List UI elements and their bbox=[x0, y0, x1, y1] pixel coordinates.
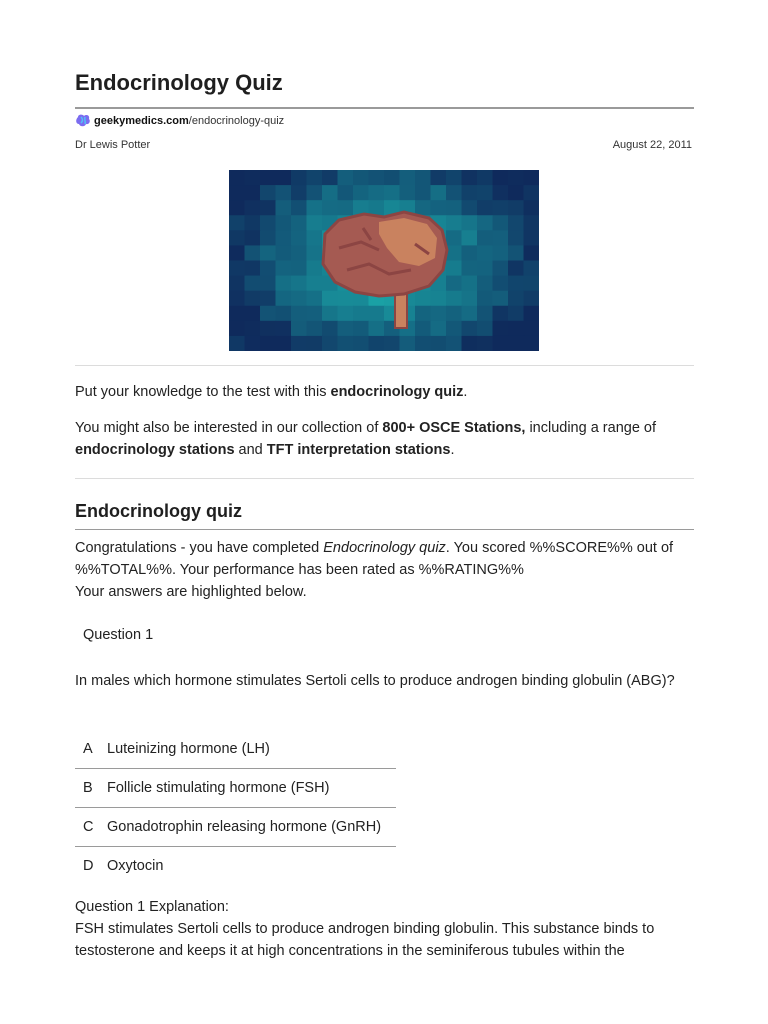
intro-paragraph-1 bbox=[75, 381, 694, 403]
question-label: Question 1 bbox=[83, 627, 154, 643]
hero-image bbox=[229, 170, 539, 351]
page-title: Endocrinology Quiz bbox=[75, 70, 283, 95]
intro-bold: endocrinology quiz bbox=[330, 384, 464, 400]
publish-date: August 22, 2011 bbox=[612, 139, 692, 151]
answer-option-b[interactable] bbox=[75, 769, 396, 808]
question-explanation bbox=[75, 896, 694, 962]
option-letter: D bbox=[83, 858, 94, 874]
pixel-brain-illustration bbox=[229, 170, 539, 351]
divider bbox=[75, 478, 694, 479]
question-text: In males which hormone stimulates Sertoli cells to produce androgen binding globulin (ABG)? bbox=[75, 673, 675, 689]
option-letter: A bbox=[83, 741, 93, 757]
divider bbox=[75, 365, 694, 366]
option-text: Follicle stimulating hormone (FSH) bbox=[107, 780, 330, 796]
intro-paragraph-2 bbox=[75, 417, 694, 461]
tft-stations-link[interactable]: TFT interpretation stations bbox=[266, 442, 451, 458]
source-link[interactable] bbox=[75, 114, 284, 128]
option-letter: C bbox=[83, 819, 94, 835]
answer-option-c[interactable] bbox=[75, 808, 396, 847]
result-text: . You scored %%SCORE%% out of %%TOTAL%%. Your performance has been rated as %%RATING%% bbox=[75, 540, 674, 578]
intro-text: You might also be interested in our collection of bbox=[75, 420, 383, 436]
answer-option-a[interactable] bbox=[75, 730, 396, 769]
author: Dr Lewis Potter bbox=[75, 139, 151, 151]
option-letter: B bbox=[83, 780, 93, 796]
option-text: Oxytocin bbox=[107, 858, 164, 874]
explanation-text: FSH stimulates Sertoli cells to produce androgen binding globulin. This substance binds to testosterone and keeps it at high concentrations in the seminiferous tubules within the bbox=[75, 921, 655, 959]
osce-stations-link[interactable]: 800+ OSCE Stations, bbox=[382, 420, 526, 436]
endocrinology-stations-link[interactable]: endocrinology stations bbox=[75, 442, 235, 458]
result-text: Congratulations - you have completed bbox=[75, 540, 324, 556]
source-path: /endocrinology-quiz bbox=[188, 115, 285, 127]
intro-text: . bbox=[450, 442, 455, 458]
option-text: Gonadotrophin releasing hormone (GnRH) bbox=[107, 819, 382, 835]
result-quiz-name: Endocrinology quiz bbox=[323, 540, 446, 556]
intro-text: Put your knowledge to the test with this bbox=[75, 384, 331, 400]
quiz-heading-divider bbox=[75, 529, 694, 530]
quiz-heading: Endocrinology quiz bbox=[75, 501, 242, 521]
option-text: Luteinizing hormone (LH) bbox=[107, 741, 270, 757]
brain-logo-icon bbox=[75, 114, 91, 128]
intro-text: including a range of bbox=[525, 420, 657, 436]
source-domain: geekymedics.com bbox=[94, 115, 189, 127]
quiz-result bbox=[75, 537, 694, 603]
answer-options bbox=[75, 730, 396, 885]
answer-option-d[interactable] bbox=[75, 847, 396, 885]
intro-text: and bbox=[234, 442, 267, 458]
intro-text: . bbox=[463, 384, 468, 400]
explanation-title: Question 1 Explanation: bbox=[75, 899, 229, 915]
result-note: Your answers are highlighted below. bbox=[75, 584, 307, 600]
title-divider bbox=[75, 107, 694, 109]
